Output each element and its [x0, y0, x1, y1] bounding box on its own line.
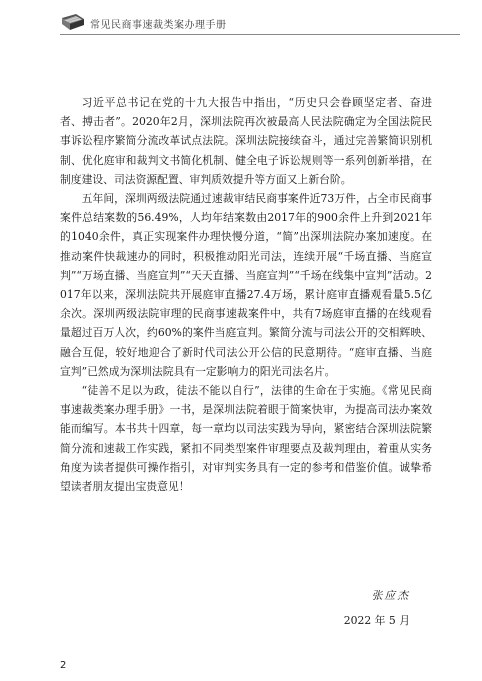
header-rule — [60, 34, 460, 35]
paragraph-3: “徒善不足以为政，徒法不能以自行”，法律的生命在于实施。《常见民商事速裁类案办理手册》一书，是深圳法院着眼于简案快审，为提高司法办案效能而编写。本书共十四章，每一章均以司法实践为导向，紧密结合深圳法院繁简分流和速裁工作实践，紧扣不同类型案件审理要点及裁判理由，着重从实务角度为读者提供可操作指引，对审判实务具有一定的参考和借鉴价值。诚挚希望读者朋友提出宝贵意见！ — [60, 384, 432, 494]
body-text — [60, 93, 432, 496]
paragraph-2: 五年间，深圳两级法院通过速裁审结民商事案件近73万件，占全市民商事案件总结案数的56.49%，人均年结案数由2017年的900余件上升到2021年的1040余件，真正实现案件办理快慢分道，“简”出深圳法院办案加速度。在推动案件快裁速办的同时，积极推动阳光司法，连续开展“千场直播、当庭宣判”“万场直播、当庭宣判”“天天直播、当庭宣判”“千场在线集中宣判”活动。2017年以来，深圳法院共开展庭审直播27.4万场，累计庭审直播观看量5.5亿余次。深圳两级法院审理的民商事速裁案件中，共有7场庭审直播的在线观看量超过百万人次，约60%的案件当庭宣判。繁简分流与司法公开的交相辉映、融合互促，较好地迎合了新时代司法公开公信的民意期待。“庭审直播、当庭宣判”已然成为深圳法院具有一定影响力的阳光司法名片。 — [60, 192, 432, 378]
signature-name: 张应杰 — [371, 589, 410, 602]
signature-date: 2022 年 5 月 — [343, 614, 410, 627]
paragraph-1: 习近平总书记在党的十九大报告中指出，“历史只会眷顾坚定者、奋进者、搏击者”。2020年2月，深圳法院再次被最高人民法院确定为全国法院民事诉讼程序繁简分流改革试点法院。深圳法院接续奋斗，通过完善繁简识别机制、优化庭审和裁判文书简化机制、健全电子诉讼规则等一系列创新举措，在制度建设、司法资源配置、审判质效提升等方面又上新台阶。 — [60, 96, 432, 186]
page-number: 2 — [60, 660, 67, 671]
book-icon — [60, 10, 86, 34]
header-title: 常见民商事速裁类案办理手册 — [90, 20, 227, 31]
running-header — [60, 8, 460, 42]
